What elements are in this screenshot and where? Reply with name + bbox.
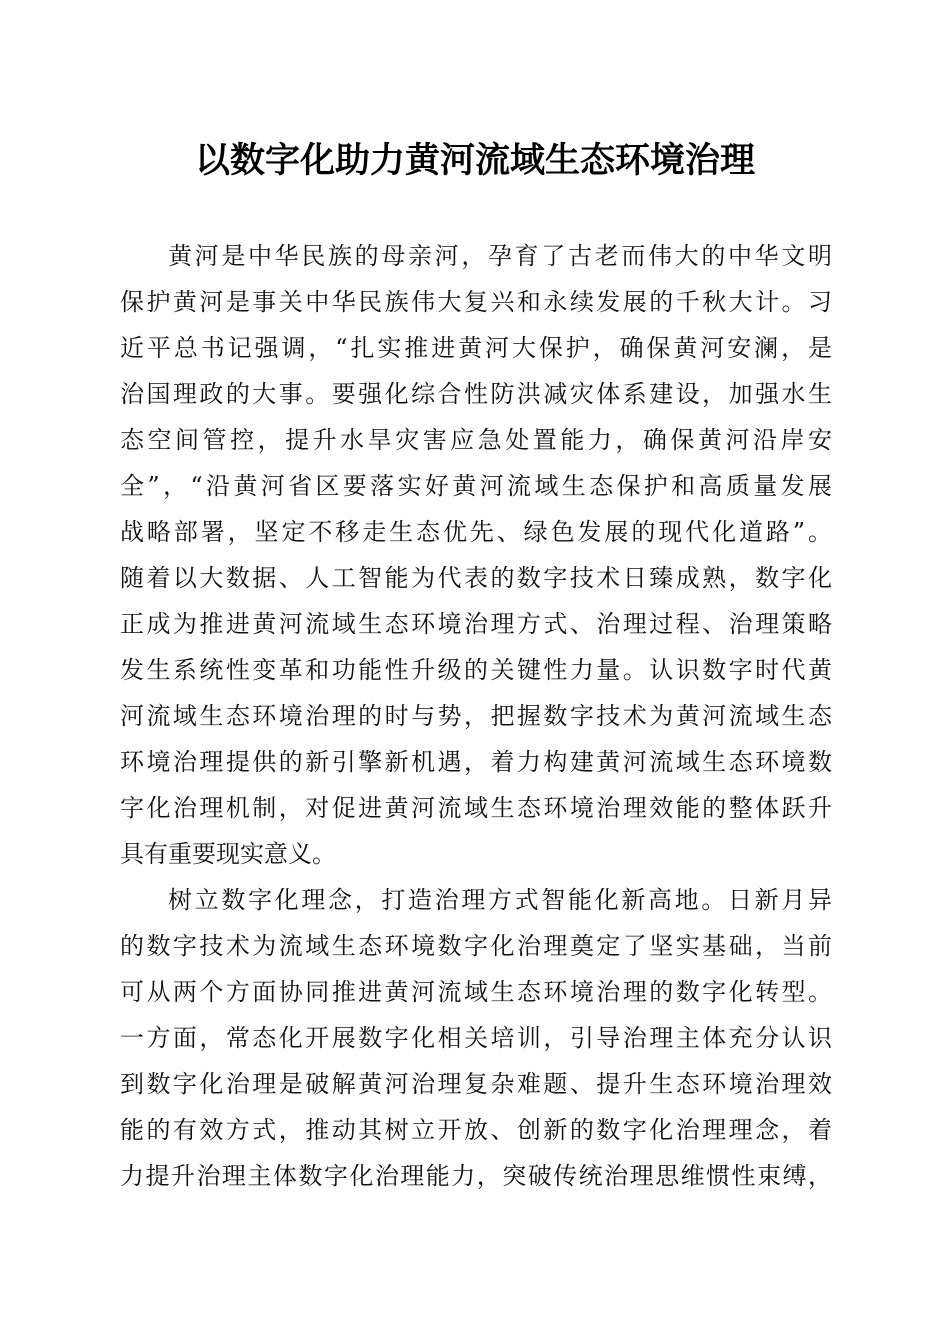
- document-body: [120, 233, 832, 1199]
- text-line: 的数字技术为流域生态环境数字化治理奠定了坚实基础，当前: [120, 932, 832, 960]
- text-line: 全”，“沿黄河省区要落实好黄河流域生态保护和高质量发展: [120, 472, 832, 500]
- text-line: 随着以大数据、人工智能为代表的数字技术日臻成熟，数字化: [120, 564, 832, 592]
- text-line: 能的有效方式，推动其树立开放、创新的数字化治理理念，着: [120, 1116, 832, 1144]
- text-line: 环境治理提供的新引擎新机遇，着力构建黄河流域生态环境数: [120, 748, 832, 776]
- text-line: 战略部署，坚定不移走生态优先、绿色发展的现代化道路”。: [120, 518, 832, 546]
- paragraph-1: [120, 233, 832, 877]
- text-line: 一方面，常态化开展数字化相关培训，引导治理主体充分认识: [120, 1024, 832, 1052]
- text-line: 保护黄河是事关中华民族伟大复兴和永续发展的千秋大计。习: [120, 288, 832, 316]
- text-line: 近平总书记强调，“扎实推进黄河大保护，确保黄河安澜，是: [120, 334, 832, 362]
- text-line: 到数字化治理是破解黄河治理复杂难题、提升生态环境治理效: [120, 1070, 832, 1098]
- text-line: 力提升治理主体数字化治理能力，突破传统治理思维惯性束缚，: [120, 1162, 832, 1190]
- text-line: 黄河是中华民族的母亲河，孕育了古老而伟大的中华文明: [168, 242, 832, 270]
- text-line: 字化治理机制，对促进黄河流域生态环境治理效能的整体跃升: [120, 794, 832, 822]
- text-line: 态空间管控，提升水旱灾害应急处置能力，确保黄河沿岸安: [120, 426, 832, 454]
- text-line: 具有重要现实意义。: [120, 840, 336, 868]
- document-title: 以数字化助力黄河流域生态环境治理: [194, 140, 755, 181]
- text-line: 治国理政的大事。要强化综合性防洪减灾体系建设，加强水生: [120, 380, 832, 408]
- text-line: 可从两个方面协同推进黄河流域生态环境治理的数字化转型。: [120, 978, 832, 1006]
- text-line: 发生系统性变革和功能性升级的关键性力量。认识数字时代黄: [120, 656, 832, 684]
- text-line: 树立数字化理念，打造治理方式智能化新高地。日新月异: [168, 886, 832, 914]
- text-line: 正成为推进黄河流域生态环境治理方式、治理过程、治理策略: [120, 610, 832, 638]
- text-line: 河流域生态环境治理的时与势，把握数字技术为黄河流域生态: [120, 702, 832, 730]
- paragraph-2: [120, 877, 832, 1199]
